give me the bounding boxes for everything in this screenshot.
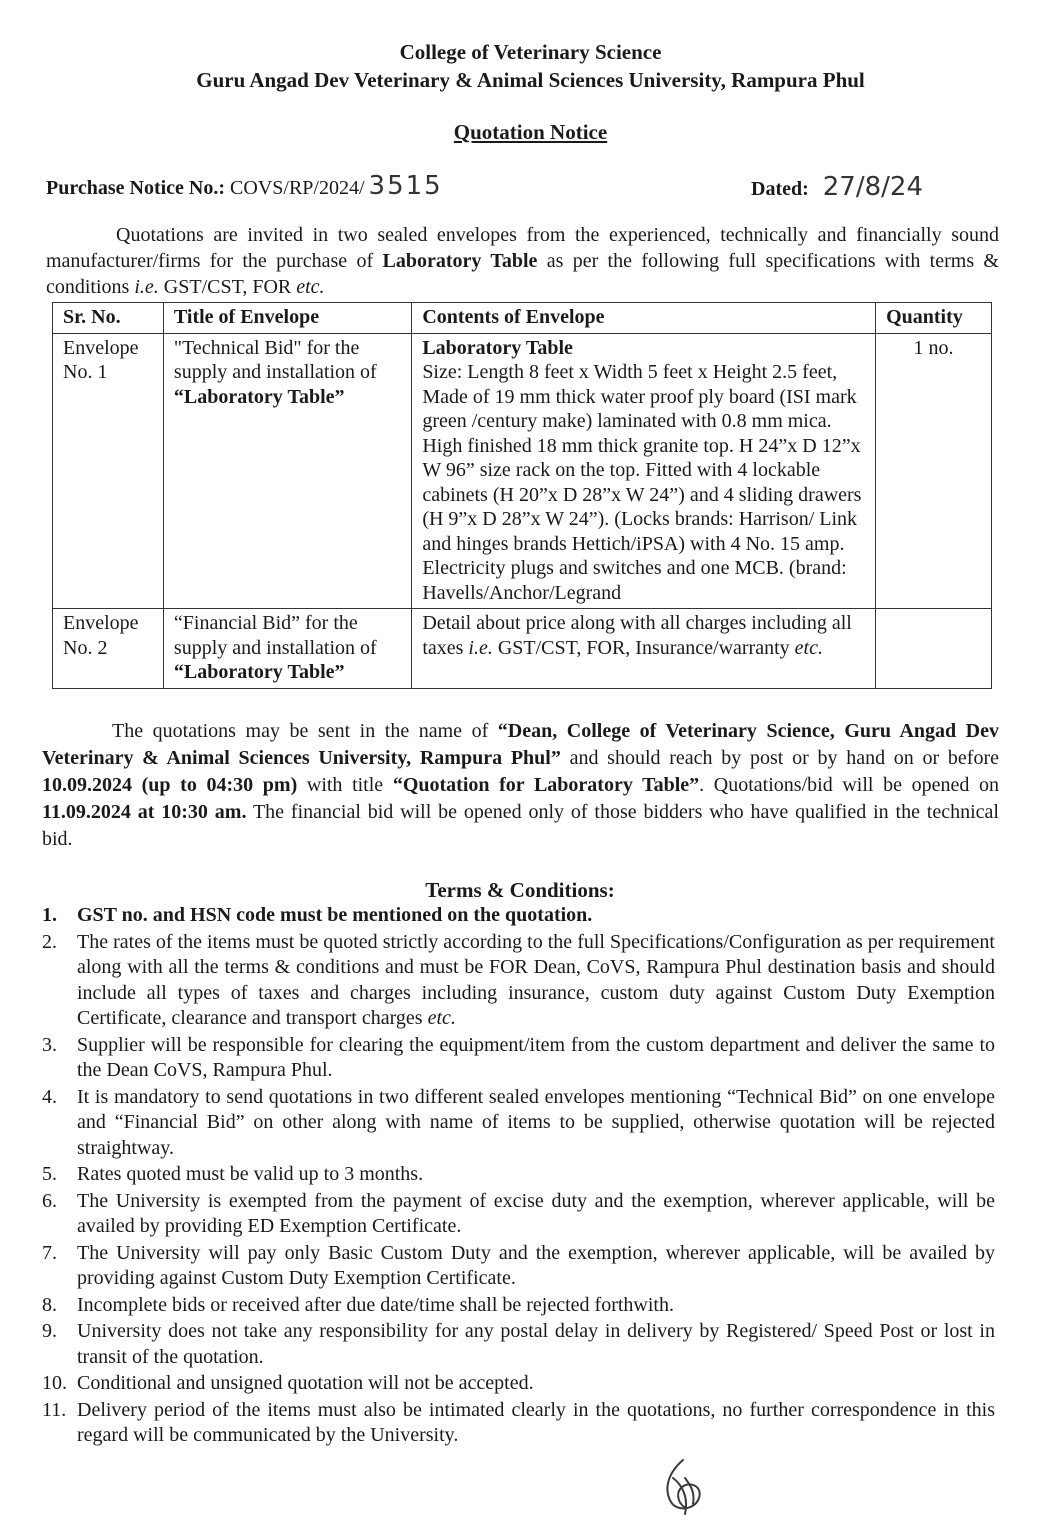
list-item — [42, 1162, 995, 1188]
term-number: 4. — [42, 1085, 57, 1108]
university-name: Guru Angad Dev Veterinary & Animal Sciences University, Rampura Phul — [196, 68, 865, 92]
list-item — [42, 1371, 995, 1397]
list-item — [42, 1085, 995, 1162]
envelope-1-title — [163, 333, 411, 609]
term-number: 5. — [42, 1163, 57, 1185]
list-item — [42, 1189, 995, 1240]
intro-text-2: as per the following full specifications with terms & conditions — [46, 250, 999, 298]
term-text: Supplier will be responsible for clearing the equipment/item from the custom department and deliver the same to the Dean CoVS, Rampura Phul. — [77, 1033, 995, 1081]
term-text: University does not take any responsibility for any postal delay in delivery by Registered/ Speed Post or lost in transit of the quotation. — [77, 1320, 995, 1368]
term-number: 2. — [42, 930, 57, 953]
intro-item: Laboratory Table — [382, 250, 538, 272]
term-text: Incomplete bids or received after due date/time shall be rejected forthwith. — [77, 1293, 674, 1316]
term-number: 9. — [42, 1320, 57, 1342]
envelope-1-title-bold: “Laboratory Table” — [173, 385, 345, 408]
table-header-row — [53, 303, 992, 334]
envelope-2-content-a: Detail about price along with all charges including all taxes — [422, 612, 852, 659]
instr-deadline: 10.09.2024 (up to 04:30 pm) — [42, 774, 298, 796]
handwritten-date: 27/8/24 — [822, 172, 923, 202]
intro-paragraph — [46, 222, 999, 300]
submission-instructions — [42, 718, 999, 853]
college-name: College of Veterinary Science — [399, 40, 662, 64]
term-text: GST no. and HSN code must be mentioned on the quotation. — [77, 904, 593, 926]
term-text: Conditional and unsigned quotation will not be accepted. — [77, 1372, 534, 1394]
envelope-2-title-text: “Financial Bid” for the supply and installation of — [173, 612, 377, 659]
instr-addressee: “Dean, College of Veterinary Science, Guru Angad Dev Veterinary & Animal Sciences University, Rampura Phul” — [42, 720, 999, 769]
envelope-2-title-bold: “Laboratory Table” — [173, 661, 345, 683]
envelope-1-content-text: Size: Length 8 feet x Width 5 feet x Height 2.5 feet, Made of 19 mm thick water proof ply board (ISI mark green /century make) laminated with 0.8 mm mica. High finished 18 mm thick granite top. H 24”x D 12”x W 96” size rack on the top. Fitted with 4 lockable cabinets (H 20”x D 28”x W 24”) and 4 sliding drawers (H 9”x D 28”x W 24”). (Locks brands: Harrison/ Link and hinges brands Hettich/iPSA) with 4 No. 15 amp. Electricity plugs and switches and one MCB. (brand: Havells/Anchor/Legrand — [422, 361, 862, 604]
list-item — [42, 1241, 995, 1292]
envelope-1-content-title: Laboratory Table — [422, 336, 573, 359]
intro-etc: etc. — [296, 276, 325, 298]
signature — [655, 1458, 711, 1516]
instr-i: The financial bid will be opened only of those bidders who have qualified in the technical bid. — [42, 801, 999, 850]
notice-title: Quotation Notice — [453, 120, 608, 144]
term-number: 1. — [42, 904, 57, 926]
table-row — [53, 333, 992, 609]
term-number: 11. — [42, 1398, 67, 1421]
term-tail: etc. — [427, 1007, 456, 1029]
table-row — [53, 609, 992, 689]
term-number: 6. — [42, 1189, 57, 1212]
envelope-1-title-text: "Technical Bid" for the supply and installation of — [173, 336, 377, 383]
term-text: The rates of the items must be quoted strictly according to the full Specifications/Configuration as per requirement along with all the terms & conditions and must be FOR Dean, CoVS, Rampura Phul destination basis and should include all types of taxes and charges including insurance, custom duty against Custom Duty Exemption Certificate, clearance and transport charges — [77, 930, 995, 1029]
term-number: 3. — [42, 1033, 57, 1056]
envelope-2-content-ie: i.e. — [468, 636, 493, 659]
envelope-2-title — [163, 609, 411, 689]
term-text: The University will pay only Basic Custom Duty and the exemption, wherever applicable, will be availed by providing against Custom Duty Exemption Certificate. — [77, 1241, 995, 1289]
terms-list — [42, 903, 995, 1450]
envelope-1-sr: Envelope No. 1 — [53, 333, 164, 609]
list-item — [42, 1033, 995, 1084]
envelope-1-contents — [412, 333, 876, 609]
purchase-notice-label: Purchase Notice No.: — [46, 177, 226, 199]
term-text: Delivery period of the items must also be intimated clearly in the quotations, no further correspondence in this regard will be communicated by the University. — [77, 1398, 995, 1446]
list-item — [42, 930, 995, 1032]
list-item — [42, 1293, 995, 1319]
terms-title: Terms & Conditions: — [425, 878, 615, 902]
handwritten-number: 3515 — [368, 171, 443, 201]
instr-a: The quotations may be sent in the name of — [112, 720, 498, 742]
term-text: The University is exempted from the payment of excise duty and the exemption, wherever applicable, will be availed by providing ED Exemption Certificate. — [77, 1189, 995, 1237]
header-contents: Contents of Envelope — [412, 303, 876, 334]
instr-envelope-title: “Quotation for Laboratory Table” — [392, 774, 700, 796]
instr-e: with title — [297, 774, 393, 796]
header-quantity: Quantity — [876, 303, 992, 334]
intro-text-1: Quotations are invited in two sealed envelopes from the experienced, technically and financially sound manufacturer/firms for the purchase of — [46, 224, 999, 272]
notice-date — [751, 172, 923, 202]
header-title: Title of Envelope — [163, 303, 411, 334]
dated-label: Dated: — [751, 178, 809, 200]
term-text: It is mandatory to send quotations in two different sealed envelopes mentioning “Technical Bid” on one envelope and “Financial Bid” on other along with name of items to be supplied, otherwise quotation will be rejected straightway. — [77, 1085, 995, 1159]
term-number: 10. — [42, 1372, 67, 1394]
envelope-2-quantity — [876, 609, 992, 689]
term-number: 7. — [42, 1241, 57, 1264]
instr-c: and should reach by post or by hand on or before — [560, 747, 999, 769]
envelope-1-quantity: 1 no. — [876, 333, 992, 609]
envelope-table — [52, 302, 992, 689]
intro-ie: i.e. — [134, 276, 159, 298]
envelope-2-content-etc: etc. — [794, 636, 823, 659]
purchase-notice-ref: COVS/RP/2024/ — [230, 177, 365, 199]
term-text: Rates quoted must be valid up to 3 months. — [77, 1163, 424, 1185]
list-item — [42, 1398, 995, 1449]
envelope-2-sr: Envelope No. 2 — [53, 609, 164, 689]
envelope-2-content-b: GST/CST, FOR, Insurance/warranty — [492, 636, 795, 659]
header-sr-no: Sr. No. — [53, 303, 164, 334]
instr-opening-date: 11.09.2024 at 10:30 am. — [42, 801, 247, 823]
list-item — [42, 1319, 995, 1370]
intro-text-3: GST/CST, FOR — [158, 276, 297, 298]
purchase-notice-number — [46, 171, 443, 201]
list-item — [42, 903, 995, 929]
envelope-2-contents — [412, 609, 876, 689]
instr-g: . Quotations/bid will be opened on — [699, 774, 999, 796]
term-number: 8. — [42, 1293, 57, 1316]
